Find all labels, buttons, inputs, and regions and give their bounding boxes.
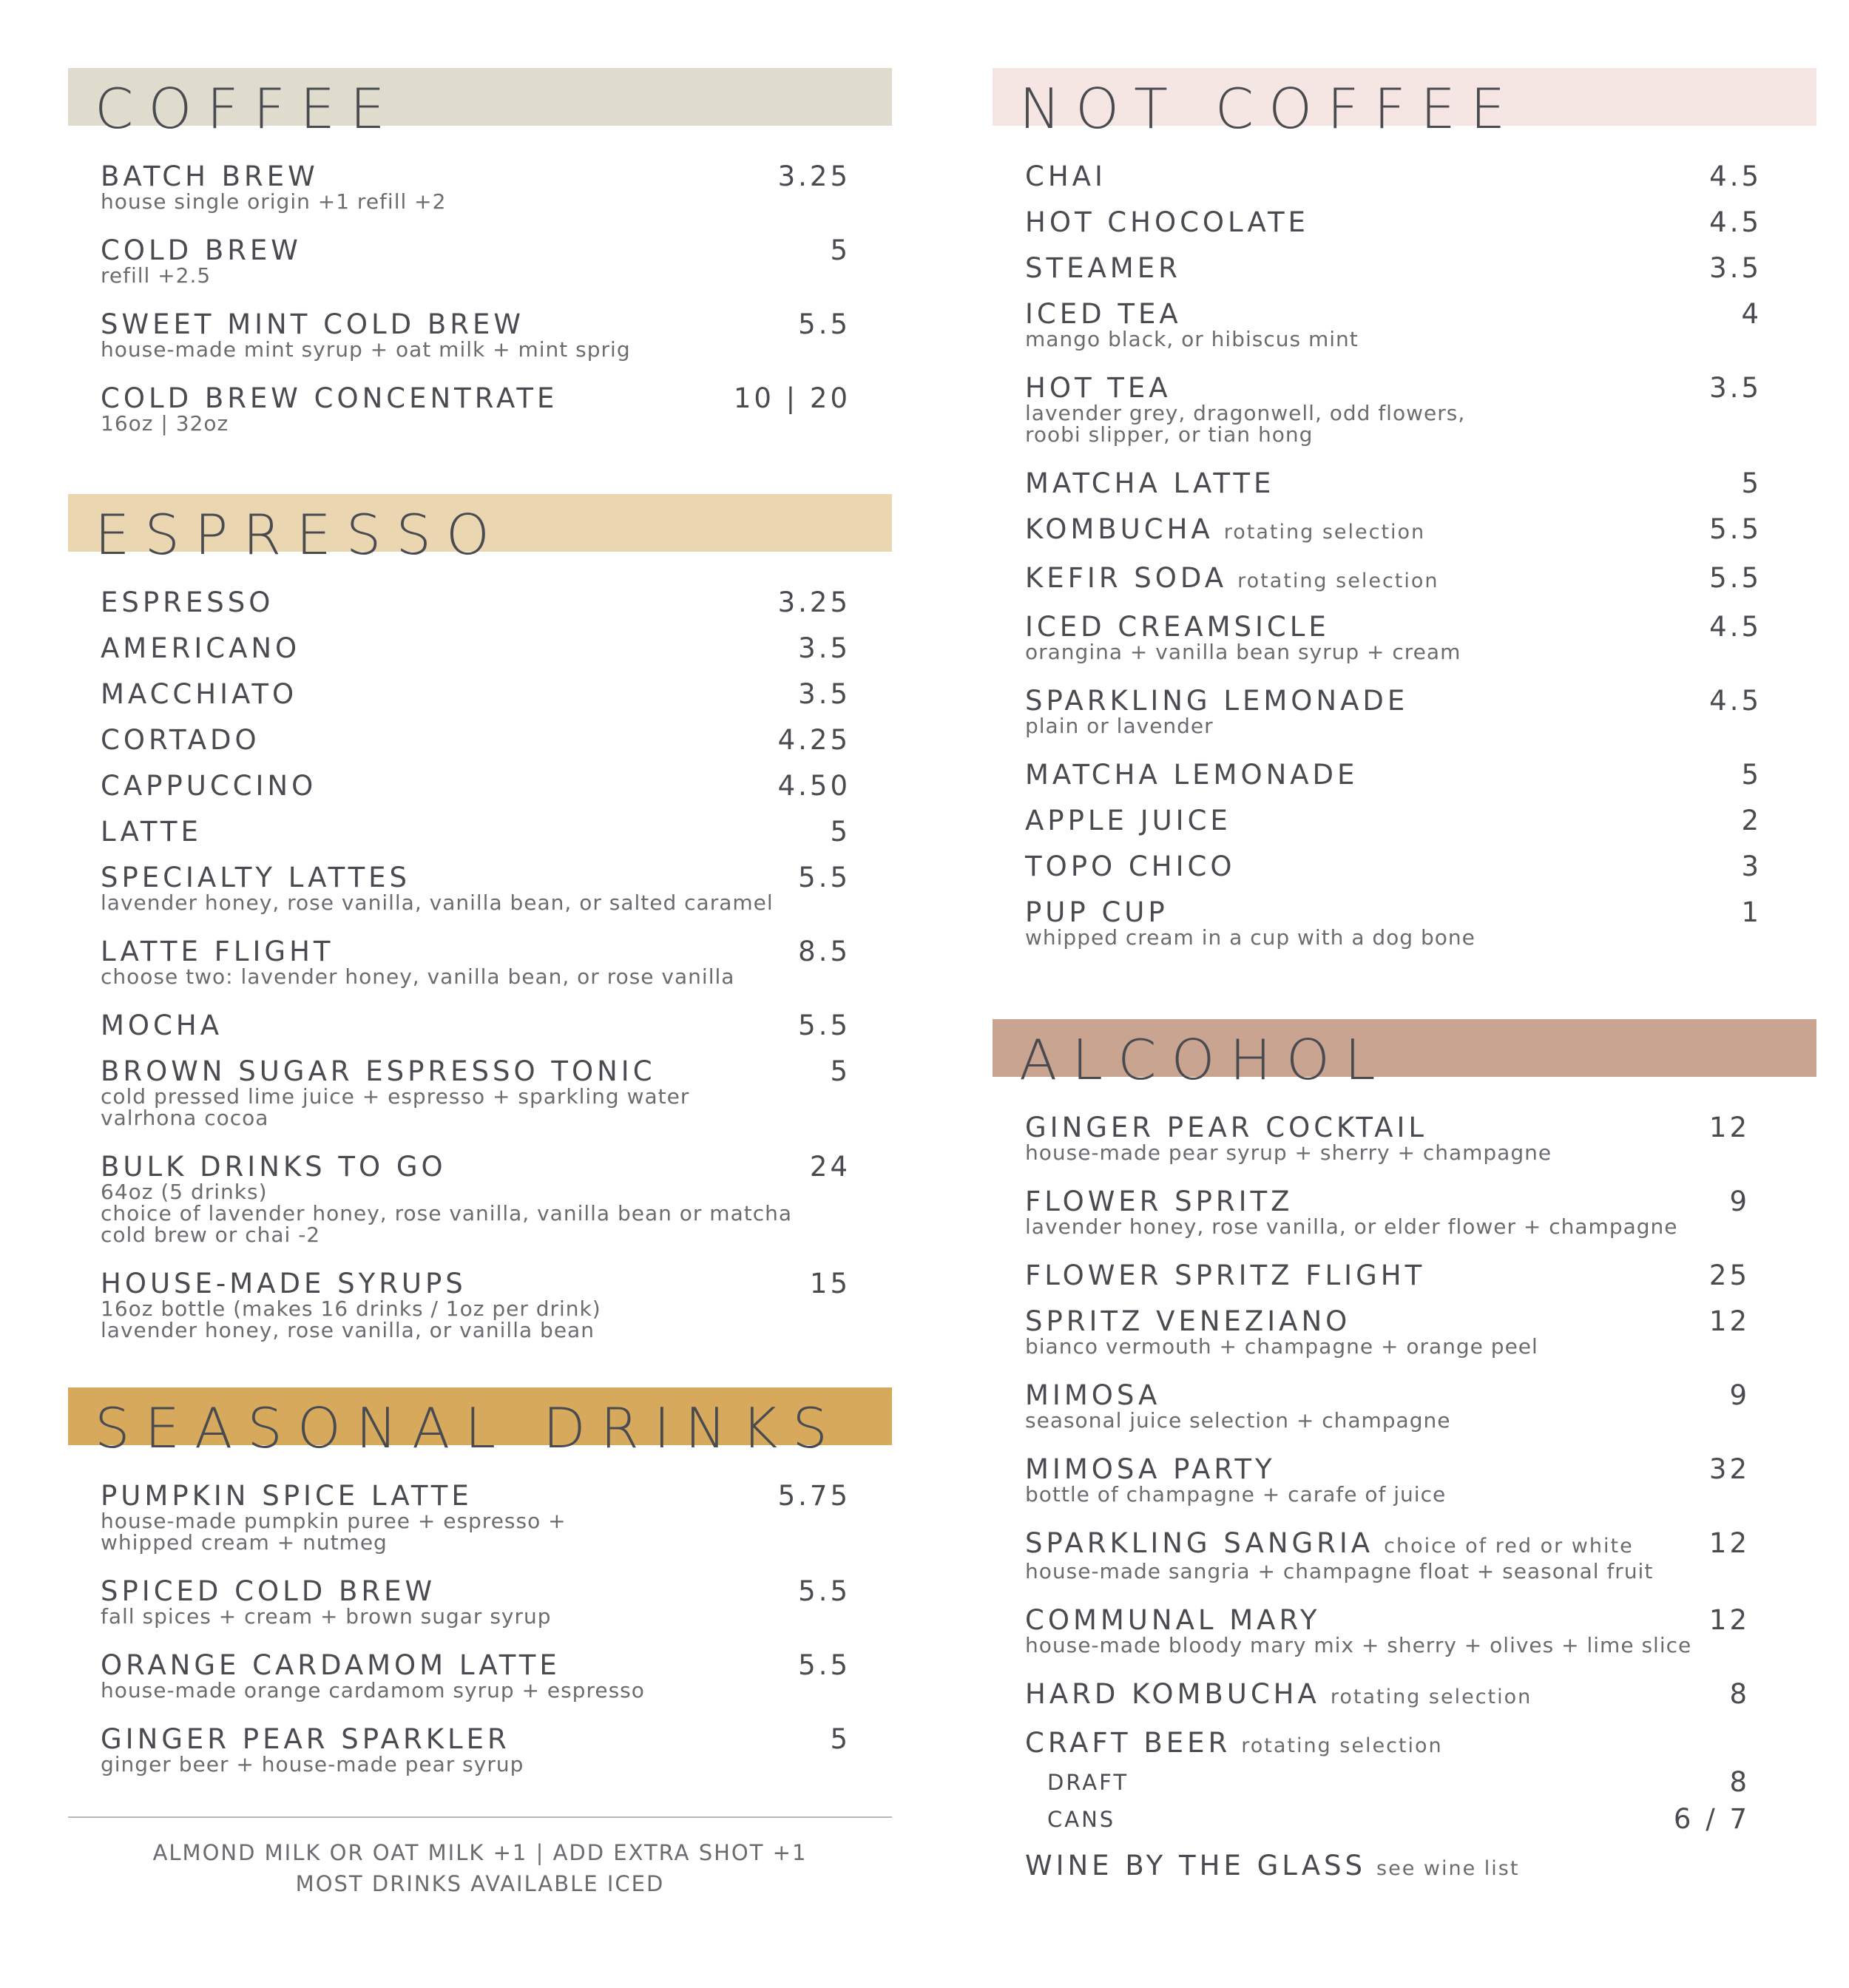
item-name <box>101 632 851 664</box>
item-price: 3 <box>1741 851 1762 882</box>
item-price: 10 | 20 <box>733 382 851 414</box>
item-name-text: PUP CUP <box>1025 896 1169 928</box>
item-name-text: COMMUNAL MARY <box>1025 1604 1321 1636</box>
item-name-text: SPICED COLD BREW <box>101 1575 436 1607</box>
item-name <box>101 1575 851 1607</box>
menu-item <box>101 160 851 214</box>
sub-option-price: 8 <box>1729 1766 1750 1798</box>
item-price: 9 <box>1729 1186 1750 1217</box>
item-price: 8.5 <box>798 936 851 967</box>
menu-item <box>1025 613 1762 663</box>
item-name <box>1025 374 1762 402</box>
item-price: 3.5 <box>1709 372 1762 404</box>
item-name-text: PUMPKIN SPICE LATTE <box>101 1480 473 1512</box>
item-price: 4 <box>1741 298 1762 330</box>
item-name-text: FLOWER SPRITZ <box>1025 1186 1294 1217</box>
menu-item <box>101 680 851 709</box>
item-price: 24 <box>809 1151 851 1183</box>
item-description: fall spices + cream + brown sugar syrup <box>101 1604 552 1629</box>
menu-item <box>101 864 851 913</box>
menu-item <box>1025 807 1762 835</box>
item-note: choice of red or white <box>1384 1535 1634 1558</box>
item-price: 4.25 <box>777 724 851 756</box>
item-price: 15 <box>809 1268 851 1299</box>
not-coffee-heading: NOT COFFEE <box>1019 76 1521 141</box>
item-name <box>1025 1305 1750 1337</box>
item-name <box>1025 515 1762 547</box>
item-name-text: ESPRESSO <box>101 586 274 618</box>
item-name <box>101 586 851 618</box>
menu-item <box>101 308 851 362</box>
item-name-text: ORANGE CARDAMOM LATTE <box>101 1649 561 1681</box>
item-description: lavender grey, dragonwell, odd flowers, roobi slipper, or tian hong <box>1025 401 1466 447</box>
menu-item <box>1025 1262 1750 1290</box>
footer-notes <box>68 1837 892 1899</box>
item-description: house-made pear syrup + sherry + champagne <box>1025 1140 1552 1165</box>
item-name-text: BULK DRINKS TO GO <box>101 1151 447 1183</box>
menu-item <box>101 772 851 800</box>
item-name <box>1025 1379 1750 1411</box>
item-name-text: SWEET MINT COLD BREW <box>101 308 524 340</box>
item-name <box>1025 613 1762 641</box>
alcohol-items <box>1025 1114 1750 1901</box>
item-name-text: GINGER PEAR SPARKLER <box>101 1723 510 1755</box>
item-price: 5.5 <box>798 308 851 340</box>
item-name <box>101 864 851 892</box>
item-name <box>101 1482 851 1510</box>
item-description: house single origin +1 refill +2 <box>101 189 447 214</box>
menu-item <box>1025 687 1762 737</box>
alcohol-heading: ALCOHOL <box>1019 1027 1390 1092</box>
item-name <box>1025 807 1762 835</box>
menu-item <box>101 818 851 846</box>
menu-item <box>101 1270 851 1341</box>
item-price: 5 <box>830 1723 851 1755</box>
item-description: 16oz | 32oz <box>101 411 229 436</box>
item-name <box>1025 254 1762 283</box>
item-description: bottle of champagne + carafe of juice <box>1025 1482 1447 1507</box>
menu-item <box>101 234 851 288</box>
item-name-text: ICED TEA <box>1025 298 1182 330</box>
menu-item <box>1025 1453 1750 1507</box>
item-name <box>101 1651 851 1680</box>
item-name <box>1025 1606 1750 1634</box>
item-name <box>101 1055 851 1087</box>
item-price: 12 <box>1708 1527 1750 1559</box>
item-name <box>1025 160 1762 192</box>
item-name <box>101 772 851 800</box>
item-note: rotating selection <box>1237 569 1439 592</box>
item-price: 3.5 <box>798 632 851 664</box>
item-note: rotating selection <box>1241 1734 1443 1757</box>
item-name <box>1025 300 1762 328</box>
item-price: 5 <box>1741 759 1762 791</box>
item-price: 12 <box>1708 1112 1750 1143</box>
item-price: 5.5 <box>798 1649 851 1681</box>
not-coffee-items <box>1025 160 1762 973</box>
item-name <box>101 1725 851 1754</box>
item-price: 5.5 <box>1709 562 1762 594</box>
item-description: plain or lavender <box>1025 714 1214 738</box>
item-price: 3.25 <box>777 160 851 192</box>
menu-item <box>1025 1305 1750 1359</box>
item-price: 5.5 <box>798 1010 851 1041</box>
item-name-text: TOPO CHICO <box>1025 851 1236 882</box>
seasonal-items <box>101 1482 851 1799</box>
item-name-text: BATCH BREW <box>101 160 319 192</box>
item-price: 5.5 <box>798 1575 851 1607</box>
espresso-items <box>101 586 851 1365</box>
item-description: house-made orange cardamom syrup + espresso <box>101 1678 645 1703</box>
footer-divider <box>68 1816 892 1818</box>
item-name <box>101 234 851 266</box>
menu-item <box>1025 206 1762 238</box>
item-description: whipped cream in a cup with a dog bone <box>1025 925 1476 950</box>
item-name-text: BROWN SUGAR ESPRESSO TONIC <box>101 1055 656 1087</box>
item-name-text: GINGER PEAR COCKTAIL <box>1025 1112 1427 1143</box>
item-name-text: SPECIALTY LATTES <box>101 862 411 893</box>
item-description: house-made bloody mary mix + sherry + olives + lime slice <box>1025 1633 1692 1657</box>
item-name <box>101 160 851 192</box>
menu-item <box>1025 761 1762 789</box>
menu-item <box>1025 564 1762 595</box>
footer-line-1: ALMOND MILK OR OAT MILK +1 | ADD EXTRA SHOT +1 <box>152 1840 808 1865</box>
item-price: 5 <box>830 816 851 848</box>
item-note: see wine list <box>1376 1857 1520 1880</box>
item-price: 4.5 <box>1709 206 1762 238</box>
item-name-text: CRAFT BEER <box>1025 1727 1231 1759</box>
menu-item <box>1025 254 1762 283</box>
item-name <box>1025 467 1762 499</box>
sub-option <box>1047 1768 1750 1797</box>
item-name <box>101 818 851 846</box>
item-name-text: FLOWER SPRITZ FLIGHT <box>1025 1260 1426 1291</box>
item-name-text: MATCHA LEMONADE <box>1025 759 1359 791</box>
item-name <box>101 726 851 754</box>
item-price: 5 <box>1741 467 1762 499</box>
item-description: lavender honey, rose vanilla, vanilla bean, or salted caramel <box>101 890 774 915</box>
item-description: 64oz (5 drinks) choice of lavender honey, rose vanilla, vanilla bean or matcha cold brew or chai -2 <box>101 1180 793 1247</box>
item-name-text: MOCHA <box>101 1010 223 1041</box>
item-name <box>1025 1114 1750 1142</box>
item-name-text: CORTADO <box>101 724 260 756</box>
menu-item <box>1025 1852 1750 1883</box>
item-description: orangina + vanilla bean syrup + cream <box>1025 640 1461 664</box>
item-name-text: STEAMER <box>1025 252 1181 284</box>
menu-item <box>1025 374 1762 445</box>
item-description: lavender honey, rose vanilla, or elder flower + champagne <box>1025 1214 1678 1239</box>
item-note: rotating selection <box>1330 1686 1532 1708</box>
coffee-heading: COFFEE <box>95 76 400 141</box>
seasonal-heading: SEASONAL DRINKS <box>95 1396 842 1461</box>
menu-item <box>1025 160 1762 192</box>
item-name-text: LATTE FLIGHT <box>101 936 334 967</box>
menu-item <box>101 1055 851 1130</box>
item-price: 5.5 <box>1709 513 1762 545</box>
item-name <box>1025 564 1762 595</box>
item-name <box>1025 1453 1750 1485</box>
item-name-text: KOMBUCHA <box>1025 513 1214 545</box>
item-name-text: ICED CREAMSICLE <box>1025 611 1330 643</box>
item-name-text: HOUSE-MADE SYRUPS <box>101 1268 467 1299</box>
menu-item <box>101 632 851 664</box>
item-price: 12 <box>1708 1604 1750 1636</box>
item-name-text: MACCHIATO <box>101 678 298 710</box>
item-description: choose two: lavender honey, vanilla bean, or rose vanilla <box>101 964 735 989</box>
item-description: bianco vermouth + champagne + orange peel <box>1025 1334 1538 1359</box>
item-name <box>1025 1680 1750 1711</box>
item-name <box>1025 1729 1750 1760</box>
item-name-text: AMERICANO <box>101 632 301 664</box>
item-price: 5.5 <box>798 862 851 893</box>
item-name <box>101 308 851 340</box>
item-name <box>101 680 851 709</box>
item-price: 32 <box>1708 1453 1750 1485</box>
item-name-text: MIMOSA <box>1025 1379 1161 1411</box>
menu-item <box>1025 515 1762 547</box>
menu-item <box>101 586 851 618</box>
item-price: 3.5 <box>1709 252 1762 284</box>
item-name <box>1025 1188 1750 1216</box>
item-description: refill +2.5 <box>101 263 212 288</box>
item-name <box>1025 896 1762 928</box>
item-name-text: COLD BREW CONCENTRATE <box>101 382 558 414</box>
item-name-text: LATTE <box>101 816 202 848</box>
menu-item <box>1025 1729 1750 1834</box>
coffee-items <box>101 160 851 459</box>
menu-item <box>101 1651 851 1701</box>
menu-item <box>101 1575 851 1629</box>
footer-line-2: MOST DRINKS AVAILABLE ICED <box>295 1871 665 1896</box>
sub-option-label: CANS <box>1047 1807 1116 1832</box>
item-name-text: WINE BY THE GLASS <box>1025 1850 1367 1882</box>
menu-item <box>101 726 851 754</box>
item-note: rotating selection <box>1223 521 1426 544</box>
menu-item <box>1025 1114 1750 1163</box>
item-name-text: APPLE JUICE <box>1025 805 1231 836</box>
sub-option-label: DRAFT <box>1047 1770 1129 1795</box>
item-name <box>1025 761 1762 789</box>
item-name-text: HARD KOMBUCHA <box>1025 1678 1320 1710</box>
item-name-text: HOT CHOCOLATE <box>1025 206 1309 238</box>
item-name <box>101 1012 851 1040</box>
item-price: 5 <box>830 1055 851 1087</box>
item-price: 5.75 <box>777 1480 851 1512</box>
item-name-text: SPRITZ VENEZIANO <box>1025 1305 1351 1337</box>
item-name-text: KEFIR SODA <box>1025 562 1228 594</box>
item-price: 3.25 <box>777 586 851 618</box>
item-name <box>1025 1262 1750 1290</box>
menu-item <box>1025 1680 1750 1711</box>
item-name <box>101 938 851 966</box>
menu-item <box>101 1725 851 1775</box>
item-description: mango black, or hibiscus mint <box>1025 327 1359 351</box>
menu-item <box>1025 1529 1750 1582</box>
item-name-text: HOT TEA <box>1025 372 1172 404</box>
item-description: house-made sangria + champagne float + seasonal fruit <box>1025 1559 1654 1583</box>
item-description: seasonal juice selection + champagne <box>1025 1408 1451 1433</box>
menu-item <box>1025 1379 1750 1433</box>
item-price: 12 <box>1708 1305 1750 1337</box>
item-description: cold pressed lime juice + espresso + sparkling water valrhona cocoa <box>101 1084 690 1130</box>
item-name-text: CAPPUCCINO <box>101 770 317 802</box>
item-price: 4.5 <box>1709 611 1762 643</box>
item-name <box>1025 1529 1750 1561</box>
item-price: 4.50 <box>777 770 851 802</box>
item-price: 9 <box>1729 1379 1750 1411</box>
item-description: ginger beer + house-made pear syrup <box>101 1752 524 1776</box>
item-name <box>101 1270 851 1298</box>
item-name <box>101 1153 851 1181</box>
item-name <box>1025 687 1762 715</box>
menu-item <box>1025 300 1762 350</box>
item-price: 3.5 <box>798 678 851 710</box>
item-name <box>1025 853 1762 881</box>
menu-item <box>101 938 851 987</box>
menu-item <box>1025 467 1762 499</box>
item-price: 4.5 <box>1709 685 1762 717</box>
menu-item <box>1025 853 1762 881</box>
menu-item <box>1025 1188 1750 1237</box>
item-name-text: COLD BREW <box>101 234 302 266</box>
item-name-text: MIMOSA PARTY <box>1025 1453 1276 1485</box>
sub-option-price: 6 / 7 <box>1673 1803 1750 1835</box>
menu-item <box>101 1153 851 1245</box>
item-price: 25 <box>1708 1260 1750 1291</box>
item-name-text: SPARKLING LEMONADE <box>1025 685 1409 717</box>
menu-item <box>101 1482 851 1553</box>
item-name <box>1025 1852 1750 1883</box>
menu-item <box>1025 1606 1750 1656</box>
item-price: 2 <box>1741 805 1762 836</box>
item-price: 4.5 <box>1709 160 1762 192</box>
item-description: house-made mint syrup + oat milk + mint sprig <box>101 337 631 362</box>
item-price: 1 <box>1741 896 1762 928</box>
item-price: 5 <box>830 234 851 266</box>
item-description: 16oz bottle (makes 16 drinks / 1oz per drink) lavender honey, rose vanilla, or vanilla bean <box>101 1296 601 1342</box>
menu-item <box>101 1012 851 1040</box>
item-price: 8 <box>1729 1678 1750 1710</box>
item-description: house-made pumpkin puree + espresso + whipped cream + nutmeg <box>101 1509 567 1555</box>
item-name-text: MATCHA LATTE <box>1025 467 1275 499</box>
menu-item <box>101 382 851 436</box>
item-name-text: SPARKLING SANGRIA <box>1025 1527 1374 1559</box>
menu-item <box>1025 896 1762 950</box>
item-name-text: CHAI <box>1025 160 1106 192</box>
item-name <box>1025 206 1762 238</box>
espresso-heading: ESPRESSO <box>95 502 504 567</box>
sub-option <box>1047 1805 1750 1834</box>
